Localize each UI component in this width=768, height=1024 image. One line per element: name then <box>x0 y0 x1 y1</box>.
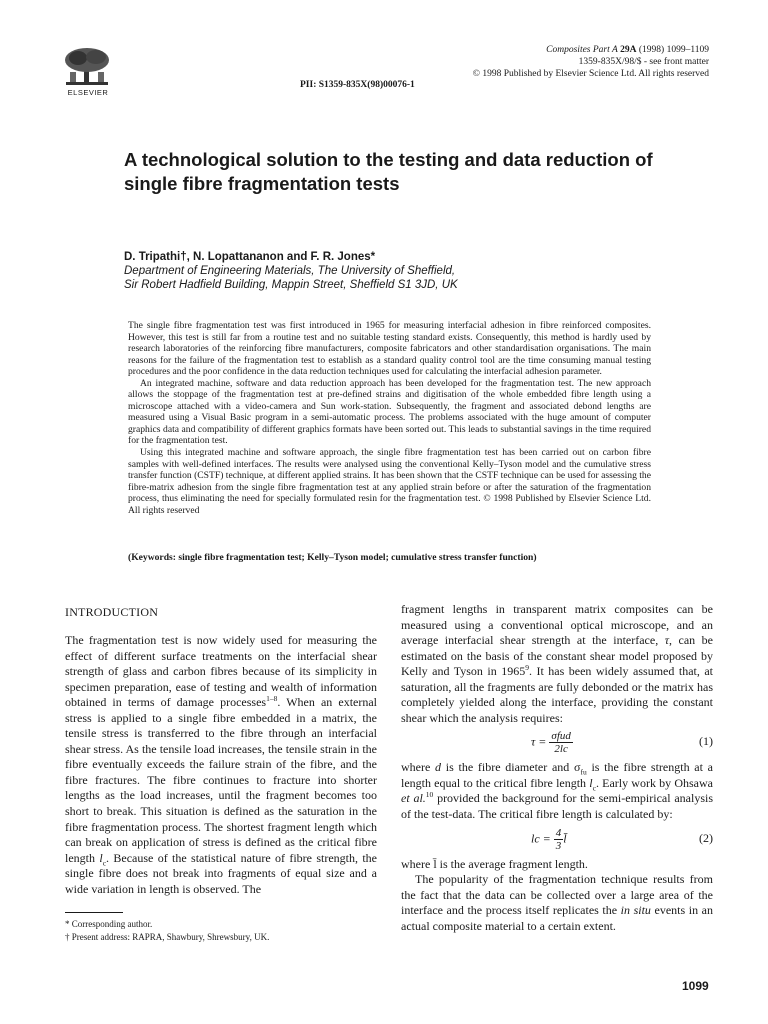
journal-year-pages: (1998) 1099–1109 <box>638 45 709 55</box>
body-column-right <box>401 602 713 934</box>
issn-line: 1359-835X/98/$ - see front matter <box>578 57 709 67</box>
footnotes <box>65 918 269 943</box>
copyright-line: © 1998 Published by Elsevier Science Ltd. All rights reserved <box>472 69 709 79</box>
abstract-paragraph-2: An integrated machine, software and data reduction approach has been developed for the fragmentation test. The new approach allows the stoppage of the fragmentation test at pre-defined strains and digitisation of the whole embedded fibre length using a microscope attached with a video-camera and Sun work-station. Subsequently, the fragment and associated debond lengths are measured using a Visual Basic program in a semi-automatic process. The problems associated with the huge amount of computer graphics data and compatibility of different graphics formats have been sorted out. This leads to substantial savings in the time required for the fragmentation test. <box>128 377 651 447</box>
journal-info <box>473 44 709 80</box>
column2-paragraph-2: where d is the fibre diameter and $\sigma_{fu}$ is the fibre strength at a length equal to the critical fibre length $l_c$. Early work by Ohsawa et al.$^{10}$ provided the background for the semi-empirical analysis of the test-data. The critical fibre length is calculated by: <box>401 760 714 822</box>
equation-2: lc = $\frac{4}{3}$ l̄ (2) <box>531 826 713 852</box>
affiliation-line-2: Sir Robert Hadfield Building, Mappin Street, Sheffield S1 3JD, UK <box>124 279 458 291</box>
equation-number: (1) <box>699 734 713 749</box>
citation-ref: 9 <box>525 663 529 673</box>
abstract-paragraph-3: Using this integrated machine and software approach, the single fibre fragmentation test has been carried out on carbon fibre samples with well-defined interfaces. The results were analysed using the conventional Kelly–Tyson model and the cumulative stress transfer function (CSTF) technique, at different applied strains. It has been shown that the CSTF technique can be used for assessing the fibre-matrix adhesion from the single fibre fragmentation test at any applied strain before or after the saturation of the fragmentation process, thus eliminating the need for specially formulated resin for the fragmentation test. © 1998 Published by Elsevier Science Ltd. All rights reserved <box>128 447 651 516</box>
abstract <box>128 320 651 516</box>
column2-paragraph-3: where l̄ is the average fragment length. <box>401 856 588 871</box>
journal-volume: 29A <box>620 45 637 55</box>
publisher-wordmark: ELSEVIER <box>67 88 109 97</box>
journal-name: Composites Part A <box>546 45 618 55</box>
footnote-corresponding-author: * Corresponding author. <box>65 919 153 929</box>
paper-title: A technological solution to the testing and data reduction of single fibre fragmentation tests <box>124 149 653 194</box>
affiliation <box>124 264 458 292</box>
body-column-left <box>65 633 377 897</box>
abstract-paragraph-1: The single fibre fragmentation test was first introduced in 1965 for measuring interfacial adhesion in fibre reinforced composites. However, this test is still far from a routine test and no suitable testing standard exists. Consequently, this method is hardly used by research laboratories of the reinforcing fibre manufacturers, composite fabricators and other standardisation organisations. The main reasons for the failure of the fragmentation test to establish as a standard quality control tool are the time consuming manual testing procedures and the poor confidence in the data reduction techniques used for calculating the interfacial adhesion parameter. <box>128 320 651 378</box>
intro-paragraph-1: The fragmentation test is now widely used for measuring the effect of different surface treatments on the interfacial shear strength of glass and carbon fibres because of its simplicity in specimen preparation, ease of testing and wealth of information obtained in terms of damage processes$^{1-8}$. When an external stress is applied to a single fibre embedded in a matrix, the tensile stress is transferred to the fibre through an interfacial shear stress. As the tensile load increases, the tensile strain in the fibre eventually exceeds the failure strain of the fibre, and the fibre fractures. The fibre continues to fracture into shorter lengths as the load increases, until the fragment becomes too short to break. This situation is defined as the saturation in the fibre fragmentation process. The shortest fragment length which can break on application of stress is defined as the critical fibre length $l_c$. Because of the statistical nature of fibre strength, the single fibre does not break into fragments of equal size and a wide variation in length is observed. The <box>65 633 378 896</box>
elsevier-tree-logo-icon <box>60 46 114 88</box>
page-number: 1099 <box>682 979 709 993</box>
column2-paragraph-4: The popularity of the fragmentation technique results from the fact that the data can be collected over a large area of the interface and the process itself replicates the in situ events in an actual composite material to a certain extent. <box>401 872 713 933</box>
authors: D. Tripathi†, N. Lopattananon and F. R. Jones* <box>124 251 376 263</box>
footnote-rule <box>65 912 123 913</box>
keywords: (Keywords: single fibre fragmentation test; Kelly–Tyson model; cumulative stress transfer function) <box>128 552 537 563</box>
equation-1: τ = $\frac{\text{σfud}}{2lc}$ (1) <box>531 730 713 756</box>
citation-ref: 1–8 <box>266 694 278 704</box>
footnote-present-address: † Present address: RAPRA, Shawbury, Shrewsbury, UK. <box>65 931 270 942</box>
section-heading-introduction: INTRODUCTION <box>65 605 159 619</box>
affiliation-line-1: Department of Engineering Materials, The University of Sheffield, <box>124 265 456 277</box>
column2-paragraph-1: fragment lengths in transparent matrix composites can be measured using a conventional optical microscope, and an average interfacial shear strength at the interface, τ, can be estimated on the basis of the constant shear model proposed by Kelly and Tyson in 1965$^9$. It has been widely assumed that, at saturation, all the fragments are fully debonded or the matrix has completely yielded along the interface, providing the constant shear which the analysis requires: <box>401 602 713 725</box>
pii-line: PII: S1359-835X(98)00076-1 <box>300 80 415 90</box>
equation-number: (2) <box>699 830 713 845</box>
